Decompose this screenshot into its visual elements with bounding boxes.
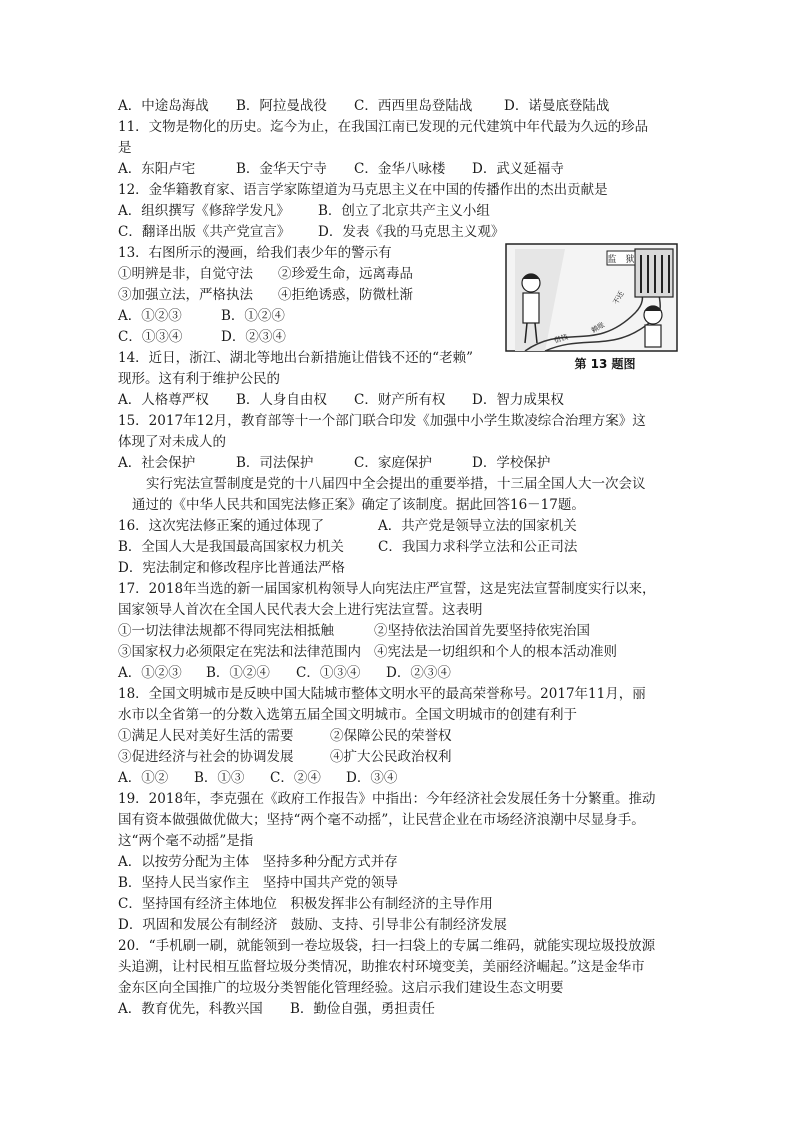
option-a: A．①②③: [118, 665, 182, 681]
q18-options: [118, 768, 397, 788]
q11-stem-cont: 是: [118, 140, 132, 156]
q13-options-ab: [118, 306, 285, 326]
option-c: C．我国力求科学立法和公正司法: [378, 539, 578, 555]
item-4: ④宪法是一切组织和个人的根本活动准则: [374, 644, 617, 660]
option-a: A．人格尊严权: [118, 392, 209, 408]
q19-stem: 19．2018年，李克强在《政府工作报告》中指出：今年经济社会发展任务十分繁重。推动: [118, 791, 656, 807]
option-b: B．①②④: [206, 665, 270, 681]
q14-stem: 14．近日，浙江、湖北等地出台新措施让借钱不还的“老赖”: [118, 350, 473, 366]
q20-options-ab: [118, 999, 435, 1019]
q16-stem: 16．这次宪法修正案的通过体现了: [118, 518, 325, 534]
item-2: ②保障公民的荣誉权: [330, 728, 452, 744]
q18-stem-cont: 水市以全省第一的分数入选第五届全国文明城市。全国文明城市的创建有利于: [118, 707, 577, 723]
option-a: A．东阳卢宅: [118, 161, 196, 177]
option-c: C．金华八咏楼: [354, 161, 446, 177]
option-d: D．武义延福寺: [472, 161, 564, 177]
q19-option-d: D．巩固和发展公有制经济 鼓励、支持、引导非公有制经济发展: [118, 917, 507, 933]
option-d: D．②③④: [386, 665, 451, 681]
q10-options: [118, 96, 644, 116]
item-4: ④扩大公民政治权利: [330, 749, 452, 765]
q19-option-a: A．以按劳分配为主体 坚持多种分配方式并存: [118, 854, 398, 870]
option-c: C．①③④: [118, 329, 183, 345]
option-c: C．翻译出版《共产党宣言》: [118, 224, 291, 240]
item-2: ②珍爱生命，远离毒品: [278, 266, 413, 282]
option-c: C．西西里岛登陆战: [354, 98, 473, 114]
item-3: ③加强立法，严格执法: [118, 287, 253, 303]
comic-caption: 第 13 题图: [574, 357, 636, 371]
option-a: A．中途岛海战: [118, 98, 209, 114]
option-b: B．阿拉曼战役: [236, 98, 327, 114]
q17-options: [118, 663, 451, 683]
q12-options-cd: [118, 222, 504, 242]
q16-stem-and-a: [118, 516, 577, 536]
item-1: ①明辨是非，自觉守法: [118, 266, 253, 282]
q19-option-b: B．坚持人民当家作主 坚持中国共产党的领导: [118, 875, 398, 891]
option-d: D．发表《我的马克思主义观》: [318, 224, 505, 240]
option-a: A．①②③: [118, 308, 182, 324]
q13-items-12: [118, 264, 413, 284]
option-b: B．司法保护: [236, 455, 314, 471]
option-b: B．①②④: [221, 308, 285, 324]
q15-stem: 15．2017年12月，教育部等十一个部门联合印发《加强中小学生欺凌综合治理方案》这: [118, 413, 646, 429]
option-b: B．①③: [194, 770, 245, 786]
option-c: C．②④: [270, 770, 321, 786]
option-a: A．教育优先，科教兴国: [118, 1001, 263, 1017]
q16-options-bc: [118, 537, 577, 557]
item-4: ④拒绝诱惑，防微杜渐: [278, 287, 413, 303]
comic-word-1: 借钱: [553, 332, 569, 345]
comic-sign-text: 监 狱: [607, 255, 635, 265]
option-d: D．②③④: [221, 329, 286, 345]
q17-items-12: [118, 621, 590, 641]
passage-16-17: 实行宪法宣誓制度是党的十八届四中全会提出的重要举措，十三届全国人大一次会议: [146, 476, 646, 492]
q13-comic: [505, 243, 678, 373]
option-a: A．①②: [118, 770, 169, 786]
item-3: ③国家权力必须限定在宪法和法律范围内: [118, 644, 361, 660]
q18-items-12: [118, 726, 452, 746]
option-d: D．③④: [346, 770, 398, 786]
item-1: ①满足人民对美好生活的需要: [118, 728, 294, 744]
q11-stem: 11．文物是物化的历史。迄今为止，在我国江南已发现的元代建筑中年代最为久远的珍品: [118, 119, 649, 135]
option-c: C．①③④: [296, 665, 361, 681]
q14-options: [118, 390, 612, 410]
comic-word-2: 赖账: [590, 320, 607, 335]
q17-items-34: [118, 642, 617, 662]
passage-16-17-cont: 通过的《中华人民共和国宪法修正案》确定了该制度。据此回答16－17题。: [132, 497, 585, 513]
option-b: B．创立了北京共产主义小组: [318, 203, 490, 219]
q18-stem: 18．全国文明城市是反映中国大陆城市整体文明水平的最高荣誉称号。2017年11月，丽: [118, 686, 646, 702]
q13-options-cd: [118, 327, 286, 347]
q20-stem: 20．“手机刷一刷，就能领到一卷垃圾袋，扫一扫袋上的专属二维码，就能实现垃圾投放源: [118, 938, 656, 954]
q11-options: [118, 159, 612, 179]
q13-items-34: [118, 285, 413, 305]
q20-stem-end: 金东区向全国推广的垃圾分类智能化管理经验。这启示我们建设生态文明要: [118, 980, 564, 996]
q15-options: [118, 453, 612, 473]
q15-stem-cont: 体现了对未成人的: [118, 434, 226, 450]
option-a: A．组织撰写《修辞学发凡》: [118, 203, 290, 219]
option-d: D．学校保护: [472, 455, 551, 471]
q19-stem-end: 这“两个毫不动摇”是指: [118, 833, 254, 849]
option-d: D．诺曼底登陆战: [504, 98, 610, 114]
item-2: ②坚持依法治国首先要坚持依宪治国: [374, 623, 590, 639]
q12-stem: 12．金华籍教育家、语言学家陈望道为马克思主义在中国的传播作出的杰出贡献是: [118, 182, 608, 198]
option-d: D．智力成果权: [472, 392, 564, 408]
q19-stem-cont: 国有资本做强做优做大；坚持“两个毫不动摇”，让民营企业在市场经济浪潮中尽显身手。: [118, 812, 645, 828]
comic-word-3: 不还: [611, 289, 626, 306]
q19-option-c: C．坚持国有经济主体地位 积极发挥非公有制经济的主导作用: [118, 896, 493, 912]
option-c: C．财产所有权: [354, 392, 446, 408]
item-1: ①一切法律法规都不得同宪法相抵触: [118, 623, 334, 639]
option-b: B．金华天宁寺: [236, 161, 327, 177]
q13-stem: 13．右图所示的漫画，给我们表少年的警示有: [118, 245, 392, 261]
q14-stem-cont: 现形。这有利于维护公民的: [118, 371, 280, 387]
option-a: A．社会保护: [118, 455, 196, 471]
option-c: C．家庭保护: [354, 455, 432, 471]
option-b: B．全国人大是我国最高国家权力机关: [118, 539, 344, 555]
q16-option-d: D．宪法制定和修改程序比普通法严格: [118, 560, 345, 576]
option-b: B．勤俭自强，勇担责任: [290, 1001, 435, 1017]
option-b: B．人身自由权: [236, 392, 327, 408]
option-a: A．共产党是领导立法的国家机关: [378, 518, 577, 534]
q12-options-ab: [118, 201, 490, 221]
q20-stem-cont: 头追溯，让村民相互监督垃圾分类情况，助推农村环境变美，美丽经济崛起。”这是金华市: [118, 959, 645, 975]
item-3: ③促进经济与社会的协调发展: [118, 749, 294, 765]
q17-stem-cont: 国家领导人首次在全国人民代表大会上进行宪法宣誓。这表明: [118, 602, 483, 618]
q13-comic-drawing: [505, 243, 678, 373]
q18-items-34: [118, 747, 452, 767]
q17-stem: 17．2018年当选的新一届国家机构领导人向宪法庄严宣誓，这是宪法宣誓制度实行以来，: [118, 581, 656, 597]
